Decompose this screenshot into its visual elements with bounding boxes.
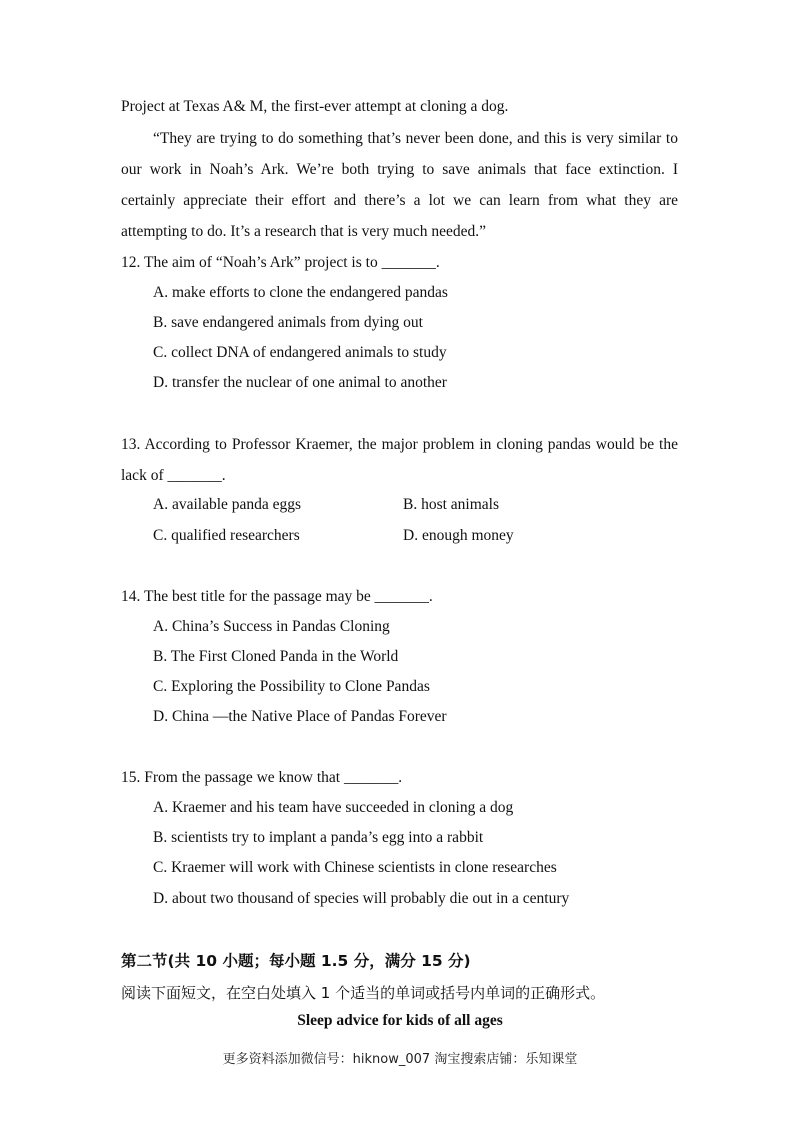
- question-13-stem: 13. According to Professor Kraemer, the major problem in cloning pandas would be the lack of _______.: [121, 436, 678, 484]
- passage-quote-paragraph: “They are trying to do something that’s never been done, and this is very similar to our work in Noah’s Ark. We’re both trying to save animals that face extinction. I certainly appreciate their effort and there’s a lot we can learn from what they are attempting to do. It’s a research that is very much needed.”: [121, 130, 678, 240]
- question-13-option-d: D. enough money: [403, 527, 514, 544]
- question-12-option-b: B. save endangered animals from dying out: [153, 314, 423, 331]
- question-15-stem: 15. From the passage we know that _______.: [121, 769, 403, 786]
- question-14-option-c: C. Exploring the Possibility to Clone Pandas: [153, 678, 430, 695]
- question-14-option-b: B. The First Cloned Panda in the World: [153, 648, 399, 665]
- question-15-option-a: A. Kraemer and his team have succeeded in cloning a dog: [153, 799, 514, 816]
- question-13-option-a: A. available panda eggs: [153, 496, 302, 513]
- section-2-instruction: 阅读下面短文，在空白处填入 1 个适当的单词或括号内单词的正确形式。: [121, 984, 606, 1002]
- footer-note: 更多资料添加微信号：hiknow_007 淘宝搜索店铺：乐知课堂: [222, 1052, 578, 1067]
- question-12-option-d: D. transfer the nuclear of one animal to another: [153, 374, 447, 391]
- question-12-stem: 12. The aim of “Noah’s Ark” project is to _______.: [121, 254, 440, 271]
- question-15-option-d: D. about two thousand of species will probably die out in a century: [153, 890, 570, 907]
- section-2-heading: 第二节(共 10 小题；每小题 1.5 分，满分 15 分): [121, 952, 471, 970]
- question-12-option-c: C. collect DNA of endangered animals to study: [153, 344, 447, 361]
- question-13-option-b: B. host animals: [403, 496, 500, 513]
- question-14-stem: 14. The best title for the passage may be _______.: [121, 588, 433, 605]
- question-15-option-c: C. Kraemer will work with Chinese scientists in clone researches: [153, 859, 557, 876]
- question-12-option-a: A. make efforts to clone the endangered pandas: [153, 284, 448, 301]
- passage-title: Sleep advice for kids of all ages: [297, 1012, 503, 1029]
- question-14-option-d: D. China —the Native Place of Pandas Forever: [153, 708, 447, 725]
- question-14-option-a: A. China’s Success in Pandas Cloning: [153, 618, 390, 635]
- passage-line-1: Project at Texas A& M, the first-ever attempt at cloning a dog.: [121, 98, 509, 115]
- question-13-option-c: C. qualified researchers: [153, 527, 300, 544]
- question-15-option-b: B. scientists try to implant a panda’s egg into a rabbit: [153, 829, 484, 846]
